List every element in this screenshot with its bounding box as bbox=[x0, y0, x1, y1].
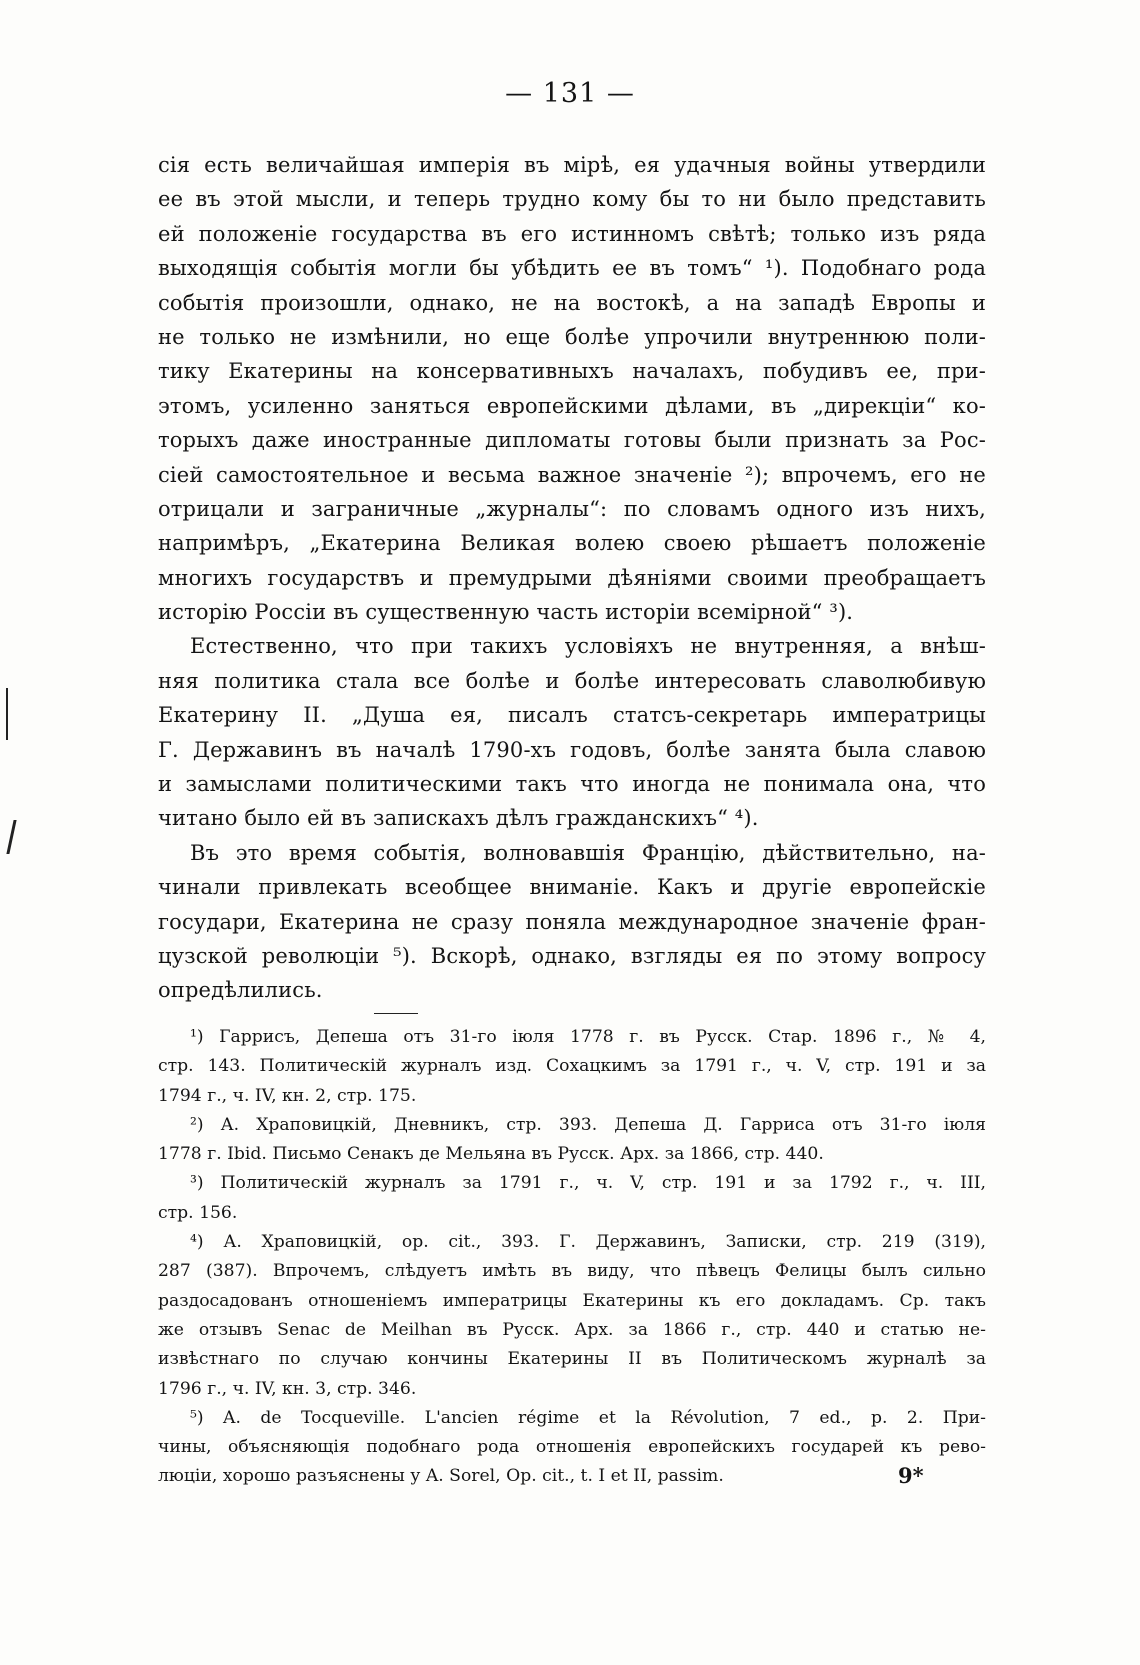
margin-scan-mark bbox=[6, 820, 16, 854]
text-line: цузской революціи ⁵). Вскорѣ, однако, взгляды ея по этому вопросу bbox=[158, 943, 986, 968]
footnote-line: 287 (387). Впрочемъ, слѣдуетъ имѣть въ виду, что пѣвецъ Фелицы былъ сильно bbox=[158, 1261, 986, 1282]
text-line: няя политика стала все болѣе и болѣе интересовать славолюбивую bbox=[158, 668, 986, 693]
footnote-line: 1778 г. Ibid. Письмо Сенакъ де Мельяна въ Русск. Арх. за 1866, стр. 440. bbox=[158, 1144, 824, 1165]
footnote-line: ²) А. Храповицкій, Дневникъ, стр. 393. Депеша Д. Гарриса отъ 31-го іюля bbox=[190, 1114, 986, 1135]
text-line: выходящія событія могли бы убѣдить ее въ томъ“ ¹). Подобнаго рода bbox=[158, 256, 986, 281]
text-line: ее въ этой мысли, и теперь трудно кому бы то ни было представить bbox=[158, 187, 986, 212]
text-line: ей положеніе государства въ его истинномъ свѣтѣ; только изъ ряда bbox=[158, 221, 986, 246]
text-line: сіей самостоятельное и весьма важное значеніе ²); впрочемъ, его не bbox=[158, 462, 986, 487]
text-line: опредѣлились. bbox=[158, 978, 323, 1003]
text-line: событія произошли, однако, не на востокѣ, а на западѣ Европы и bbox=[158, 290, 986, 315]
footnote-line: ⁴) А. Храповицкій, op. cit., 393. Г. Державинъ, Записки, стр. 219 (319), bbox=[190, 1232, 986, 1253]
text-line: не только не измѣнили, но еще болѣе упрочили внутреннюю поли- bbox=[158, 324, 986, 349]
text-line: многихъ государствъ и премудрыми дѣяніями своими преобращаетъ bbox=[158, 565, 986, 590]
footnote-line: чины, объясняющія подобнаго рода отношенія европейскихъ государей къ рево- bbox=[158, 1437, 986, 1458]
text-line: Г. Державинъ въ началѣ 1790-хъ годовъ, болѣе занята была славою bbox=[158, 737, 986, 762]
text-line: Естественно, что при такихъ условіяхъ не внутренняя, а внѣш- bbox=[190, 634, 986, 659]
footnote-line: же отзывъ Senac de Meilhan въ Русск. Арх. за 1866 г., стр. 440 и статью не- bbox=[158, 1319, 986, 1340]
footnote-line: раздосадованъ отношеніемъ императрицы Екатерины къ его докладамъ. Ср. такъ bbox=[158, 1290, 986, 1311]
footnote-line: 1794 г., ч. IV, кн. 2, стр. 175. bbox=[158, 1085, 417, 1106]
text-line: отрицали и заграничные „журналы“: по словамъ одного изъ нихъ, bbox=[158, 496, 986, 521]
signature-mark: 9* bbox=[898, 1463, 924, 1488]
footnotes bbox=[158, 1023, 986, 1492]
text-line: и замыслами политическими такъ что иногда не понимала она, что bbox=[158, 772, 986, 797]
margin-scan-mark bbox=[6, 688, 8, 740]
footnote-line: стр. 156. bbox=[158, 1202, 238, 1223]
text-line: государи, Екатерина не сразу поняла международное значеніе фран- bbox=[158, 909, 986, 934]
text-line: торыхъ даже иностранные дипломаты готовы были признать за Рос- bbox=[158, 428, 986, 453]
page-number: — 131 — bbox=[505, 78, 635, 109]
text-line: Екатерину II. „Душа ея, писалъ статсъ-секретарь императрицы bbox=[158, 703, 986, 728]
text-line: Въ это время событія, волновавшія Францію, дѣйствительно, на- bbox=[190, 840, 986, 865]
text-line: этомъ, усиленно заняться европейскими дѣлами, въ „дирекціи“ ко- bbox=[158, 393, 986, 418]
footnote-line: стр. 143. Политическій журналъ изд. Сохацкимъ за 1791 г., ч. V, стр. 191 и за bbox=[158, 1056, 986, 1077]
footnote-line: ³) Политическій журналъ за 1791 г., ч. V, стр. 191 и за 1792 г., ч. III, bbox=[190, 1173, 986, 1194]
footnote-line: люціи, хорошо разъяснены у A. Sorel, Op. cit., t. I et II, passim. bbox=[158, 1466, 724, 1487]
footnote-line: 1796 г., ч. IV, кн. 3, стр. 346. bbox=[158, 1378, 417, 1399]
footnote-line: извѣстнаго по случаю кончины Екатерины II въ Политическомъ журналѣ за bbox=[158, 1349, 986, 1370]
text-line: исторію Россіи въ существенную часть исторіи всемірной“ ³). bbox=[158, 600, 854, 625]
text-line: сія есть величайшая имперія въ мірѣ, ея удачныя войны утвердили bbox=[158, 153, 986, 177]
text-line: чинали привлекать всеобщее вниманіе. Какъ и другіе европейскіе bbox=[158, 875, 986, 900]
footnote-line: ⁵) A. de Tocqueville. L'ancien régime et la Révolution, 7 ed., p. 2. При- bbox=[190, 1407, 986, 1428]
footnote-line: ¹) Гаррисъ, Депеша отъ 31-го іюля 1778 г. въ Русск. Стар. 1896 г., № 4, bbox=[190, 1027, 986, 1047]
main-text bbox=[158, 148, 986, 1008]
text-line: читано было ей въ запискахъ дѣлъ гражданскихъ“ ⁴). bbox=[158, 806, 759, 831]
text-line: тику Екатерины на консервативныхъ началахъ, побудивъ ее, при- bbox=[158, 359, 986, 384]
text-line: напримѣръ, „Екатерина Великая волею своею рѣшаетъ положеніе bbox=[158, 531, 986, 556]
footnote-divider bbox=[374, 1013, 418, 1014]
